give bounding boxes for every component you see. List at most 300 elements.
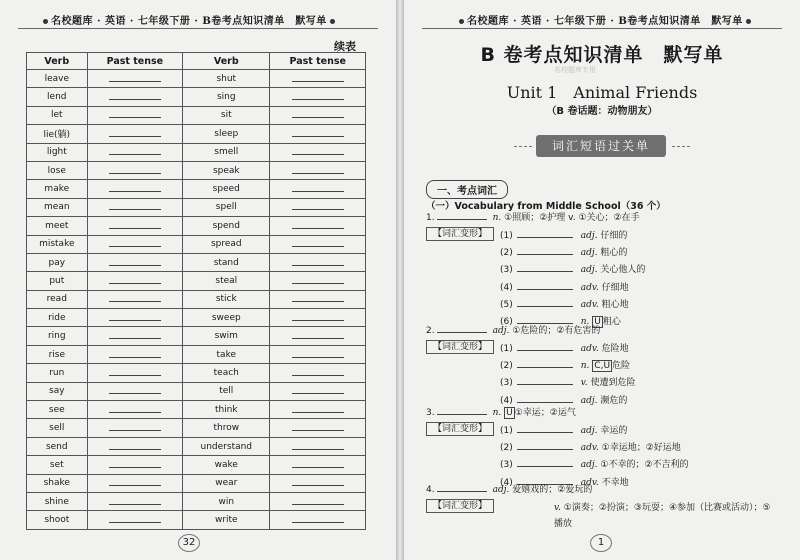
verb-cell: steal	[183, 272, 270, 290]
past-tense-blank	[87, 143, 183, 161]
definition: 不幸地	[601, 477, 629, 488]
page-title: B 卷考点知识清单 默写单	[480, 44, 724, 66]
form-number: (3)	[500, 378, 513, 389]
book-spine	[396, 0, 404, 560]
table-row	[27, 253, 366, 271]
past-tense-blank	[87, 511, 183, 529]
verb-cell: smell	[183, 143, 270, 161]
form-number: (1)	[500, 426, 513, 436]
answer-line	[292, 459, 344, 468]
word-form-row	[500, 297, 629, 310]
past-tense-blank	[270, 419, 366, 437]
verb-cell: think	[183, 401, 270, 419]
past-tense-blank	[270, 401, 366, 419]
verb-cell: wear	[183, 474, 270, 492]
word-forms-tag: 【词汇变形】	[426, 227, 494, 241]
past-tense-blank	[270, 437, 366, 455]
answer-line	[517, 394, 573, 403]
answer-line	[437, 211, 487, 220]
part-of-speech: v.	[554, 503, 561, 513]
section-banner	[514, 133, 690, 161]
verb-cell: meet	[27, 217, 88, 235]
past-tense-blank	[270, 70, 366, 88]
verb-cell: leave	[27, 70, 88, 88]
definition: ①演奏；②扮演；③玩耍；④参加（比赛或活动）；⑤播放	[554, 503, 771, 529]
definition: 关心他人的	[600, 265, 646, 276]
past-tense-blank	[270, 88, 366, 106]
answer-line	[517, 298, 573, 307]
definition: ①危险的；②有危害的	[512, 326, 601, 336]
past-tense-blank	[87, 474, 183, 492]
answer-line	[109, 73, 161, 82]
item-number: 2.	[426, 326, 435, 336]
bullet-icon	[746, 19, 751, 24]
form-number: (4)	[500, 395, 513, 406]
page-number: 1	[590, 534, 612, 552]
verb-cell: run	[27, 364, 88, 382]
table-row	[27, 217, 366, 235]
definition: 爱嬉戏的；②爱玩的	[512, 485, 593, 495]
verb-cell: take	[183, 345, 270, 363]
past-tense-blank	[270, 364, 366, 382]
answer-line	[517, 376, 573, 385]
table-row	[27, 161, 366, 179]
answer-line	[109, 201, 161, 210]
noun-type-box: U	[594, 317, 601, 327]
past-tense-blank	[87, 217, 183, 235]
verb-cell: lend	[27, 88, 88, 106]
answer-line	[292, 422, 344, 431]
word-form-row	[500, 262, 645, 275]
verb-cell: say	[27, 382, 88, 400]
verb-cell: understand	[183, 437, 270, 455]
answer-line	[109, 385, 161, 394]
right-page	[404, 0, 800, 560]
vocab-item	[426, 323, 600, 336]
past-tense-blank	[87, 272, 183, 290]
answer-line	[109, 146, 161, 155]
past-tense-blank	[270, 492, 366, 510]
verb-cell: shine	[27, 492, 88, 510]
definition: ①幸运；②运气	[514, 408, 576, 418]
form-number: (2)	[500, 248, 513, 259]
answer-line	[109, 404, 161, 413]
verb-cell: rise	[27, 345, 88, 363]
verb-cell: spend	[183, 217, 270, 235]
definition: ①照顾；②护理 v. ①关心；②在手	[504, 213, 640, 223]
part-of-speech: adv.	[580, 299, 599, 310]
table-row	[27, 88, 366, 106]
table-row	[27, 419, 366, 437]
bullet-icon	[43, 19, 48, 24]
right-running-header: 名校题库 · 英语 · 七年级下册 · B卷考点知识清单 默写单	[456, 12, 754, 27]
answer-line	[109, 441, 161, 450]
verb-cell: tell	[183, 382, 270, 400]
form-number: (1)	[500, 344, 513, 354]
answer-line	[109, 496, 161, 505]
form-number: (6)	[500, 317, 513, 327]
vocab-item	[426, 210, 640, 223]
table-row	[27, 511, 366, 529]
answer-line	[109, 238, 161, 247]
part-of-speech: adv.	[580, 443, 599, 454]
definition: ①不幸的；②不吉利的	[600, 460, 689, 471]
past-tense-blank	[87, 364, 183, 382]
answer-line	[109, 91, 161, 100]
past-tense-blank	[87, 309, 183, 327]
definition: 粗心地	[601, 299, 629, 310]
table-row	[27, 70, 366, 88]
verb-cell: swim	[183, 327, 270, 345]
part-of-speech: n.	[492, 213, 502, 223]
answer-line	[109, 183, 161, 192]
noun-type-box: U	[506, 408, 513, 418]
table-row	[27, 106, 366, 124]
table-row	[27, 437, 366, 455]
table-row	[27, 235, 366, 253]
answer-line	[517, 458, 573, 467]
past-tense-blank	[87, 106, 183, 124]
answer-line	[109, 330, 161, 339]
definition: 仔细地	[601, 282, 629, 293]
verb-cell: read	[27, 290, 88, 308]
verb-cell: win	[183, 492, 270, 510]
table-row	[27, 290, 366, 308]
answer-line	[517, 246, 573, 255]
table-row	[27, 345, 366, 363]
table-row	[27, 272, 366, 290]
answer-line	[292, 496, 344, 505]
word-form-row	[500, 280, 629, 293]
item-number: 4.	[426, 485, 435, 495]
verb-cell: write	[183, 511, 270, 529]
banner-label: 词汇短语过关单	[536, 135, 666, 157]
section-heading: 一、考点词汇	[426, 180, 508, 199]
word-form-row	[500, 245, 627, 258]
answer-line	[517, 441, 573, 450]
past-tense-blank	[87, 492, 183, 510]
verb-cell: stick	[183, 290, 270, 308]
definition: 濒危的	[600, 395, 628, 406]
header-rule	[422, 28, 782, 29]
past-tense-blank	[270, 235, 366, 253]
definition: 仔细的	[600, 231, 628, 241]
verb-cell: ride	[27, 309, 88, 327]
part-of-speech: n.	[580, 317, 590, 327]
table-row	[27, 198, 366, 216]
past-tense-blank	[270, 290, 366, 308]
past-tense-blank	[87, 437, 183, 455]
part-of-speech: adj.	[580, 231, 598, 241]
answer-line	[292, 165, 344, 174]
past-tense-blank	[87, 419, 183, 437]
answer-line	[292, 183, 344, 192]
answer-line	[517, 342, 573, 351]
answer-line	[292, 349, 344, 358]
past-tense-blank	[87, 345, 183, 363]
verb-cell: sell	[27, 419, 88, 437]
past-tense-blank	[87, 70, 183, 88]
form-number: (1)	[500, 231, 513, 241]
table-row	[27, 474, 366, 492]
past-tense-blank	[87, 198, 183, 216]
past-tense-blank	[270, 474, 366, 492]
word-form-row	[500, 358, 630, 372]
table-row	[27, 492, 366, 510]
part-of-speech: adj.	[580, 265, 598, 276]
past-tense-blank	[87, 161, 183, 179]
form-number: (3)	[500, 460, 513, 471]
verb-cell: shut	[183, 70, 270, 88]
table-row	[27, 143, 366, 161]
answer-line	[292, 312, 344, 321]
past-tense-blank	[270, 125, 366, 143]
verb-cell: mean	[27, 198, 88, 216]
past-tense-blank	[270, 106, 366, 124]
part-of-speech: adv.	[580, 344, 599, 354]
word-form-row	[554, 500, 774, 532]
definition: 粗心的	[600, 248, 628, 259]
watermark: 名校题库专用	[554, 66, 596, 74]
part-of-speech: adj.	[492, 485, 510, 495]
definition: 危险地	[601, 344, 629, 354]
header-rule	[18, 28, 378, 29]
item-number: 1.	[426, 213, 435, 223]
answer-line	[109, 128, 161, 137]
page-number: 32	[178, 534, 200, 552]
word-form-row	[500, 341, 629, 354]
part-of-speech: adj.	[580, 395, 598, 406]
answer-line	[109, 422, 161, 431]
column-header: Past tense	[270, 53, 366, 70]
unit-topic: （B 卷话题：动物朋友）	[546, 106, 658, 117]
verb-cell: sing	[183, 88, 270, 106]
word-form-row	[500, 423, 627, 436]
part-of-speech: n.	[580, 361, 590, 372]
table-row	[27, 382, 366, 400]
part-of-speech: adv.	[580, 282, 599, 293]
verb-cell: send	[27, 437, 88, 455]
banner-ornament	[514, 146, 532, 147]
answer-line	[292, 385, 344, 394]
answer-line	[292, 201, 344, 210]
part-of-speech: adv.	[580, 477, 599, 488]
past-tense-blank	[270, 382, 366, 400]
answer-line	[109, 477, 161, 486]
verb-cell: speak	[183, 161, 270, 179]
past-tense-blank	[87, 235, 183, 253]
left-running-header: 名校题库 · 英语 · 七年级下册 · B卷考点知识清单 默写单	[40, 12, 338, 27]
part-of-speech: n.	[492, 408, 502, 418]
definition: 危险	[612, 361, 631, 372]
part-of-speech: v.	[580, 378, 588, 389]
answer-line	[517, 263, 573, 272]
table-row	[27, 180, 366, 198]
past-tense-blank	[270, 143, 366, 161]
verb-cell: make	[27, 180, 88, 198]
answer-line	[292, 128, 344, 137]
past-tense-blank	[270, 180, 366, 198]
answer-line	[292, 293, 344, 302]
column-header: Past tense	[87, 53, 183, 70]
word-form-row	[500, 440, 681, 453]
word-forms-tag: 【词汇变形】	[426, 499, 494, 513]
answer-line	[437, 483, 487, 492]
word-forms-tag: 【词汇变形】	[426, 340, 494, 354]
verb-cell: throw	[183, 419, 270, 437]
table-row	[27, 125, 366, 143]
form-number: (2)	[500, 361, 513, 372]
column-header: Verb	[183, 53, 270, 70]
answer-line	[292, 330, 344, 339]
part-of-speech: adj.	[492, 326, 510, 336]
answer-line	[292, 257, 344, 266]
definition: 幸运的	[600, 426, 628, 436]
answer-line	[109, 109, 161, 118]
item-number: 3.	[426, 408, 435, 418]
verb-cell: see	[27, 401, 88, 419]
answer-line	[292, 220, 344, 229]
verb-cell: light	[27, 143, 88, 161]
definition: ①幸运地；②好运地	[601, 443, 681, 454]
vocab-item	[426, 482, 592, 495]
past-tense-blank	[270, 345, 366, 363]
verb-cell: set	[27, 456, 88, 474]
past-tense-blank	[270, 253, 366, 271]
answer-line	[292, 477, 344, 486]
answer-line	[292, 441, 344, 450]
table-header-row	[27, 53, 366, 70]
answer-line	[109, 293, 161, 302]
table-row	[27, 364, 366, 382]
answer-line	[292, 73, 344, 82]
word-form-row	[500, 393, 627, 406]
answer-line	[109, 312, 161, 321]
verb-cell: teach	[183, 364, 270, 382]
answer-line	[109, 514, 161, 523]
verb-cell: spread	[183, 235, 270, 253]
past-tense-blank	[87, 327, 183, 345]
verb-cell: stand	[183, 253, 270, 271]
verb-cell: put	[27, 272, 88, 290]
word-form-row	[500, 375, 636, 388]
answer-line	[292, 109, 344, 118]
past-tense-blank	[270, 217, 366, 235]
subsection-heading: （一）Vocabulary from Middle School（36 个）	[426, 201, 666, 212]
table-row	[27, 327, 366, 345]
verb-cell: let	[27, 106, 88, 124]
banner-ornament	[672, 146, 690, 147]
past-tense-blank	[87, 401, 183, 419]
answer-line	[292, 275, 344, 284]
table-row	[27, 456, 366, 474]
past-tense-blank	[87, 253, 183, 271]
answer-line	[109, 275, 161, 284]
answer-line	[292, 367, 344, 376]
past-tense-blank	[87, 290, 183, 308]
verb-cell: spell	[183, 198, 270, 216]
definition: 使遭到危险	[590, 378, 636, 389]
form-number: (4)	[500, 477, 513, 488]
noun-type-box: C,U	[594, 361, 611, 372]
answer-line	[292, 238, 344, 247]
past-tense-blank	[270, 456, 366, 474]
past-tense-blank	[87, 382, 183, 400]
verb-cell: mistake	[27, 235, 88, 253]
answer-line	[109, 165, 161, 174]
part-of-speech: adj.	[580, 248, 598, 259]
verb-cell: lose	[27, 161, 88, 179]
form-number: (5)	[500, 299, 513, 310]
definition: 粗心	[602, 317, 621, 327]
word-form-row	[500, 228, 627, 241]
unit-title: Unit 1 Animal Friends	[506, 83, 698, 102]
answer-line	[109, 220, 161, 229]
past-tense-blank	[87, 125, 183, 143]
past-tense-blank	[270, 272, 366, 290]
answer-line	[517, 359, 573, 368]
word-forms-tag: 【词汇变形】	[426, 422, 494, 436]
verb-cell: wake	[183, 456, 270, 474]
bullet-icon	[459, 19, 464, 24]
answer-line	[109, 367, 161, 376]
verb-cell: speed	[183, 180, 270, 198]
verb-cell: shoot	[27, 511, 88, 529]
answer-line	[437, 324, 487, 333]
verb-cell: ring	[27, 327, 88, 345]
answer-line	[292, 91, 344, 100]
irregular-verb-table	[26, 52, 366, 530]
answer-line	[109, 459, 161, 468]
left-page	[0, 0, 396, 560]
form-number: (4)	[500, 282, 513, 293]
part-of-speech: adj.	[580, 460, 598, 471]
bullet-icon	[330, 19, 335, 24]
word-form-row	[500, 457, 689, 470]
verb-cell: sit	[183, 106, 270, 124]
verb-cell: lie(躺)	[27, 125, 88, 143]
answer-line	[437, 406, 487, 415]
table-row	[27, 401, 366, 419]
table-row	[27, 309, 366, 327]
continued-label: 续表	[334, 40, 356, 53]
past-tense-blank	[270, 198, 366, 216]
answer-line	[292, 404, 344, 413]
answer-line	[517, 281, 573, 290]
vocab-item	[426, 405, 576, 419]
answer-line	[109, 257, 161, 266]
answer-line	[517, 229, 573, 238]
past-tense-blank	[270, 327, 366, 345]
answer-line	[292, 514, 344, 523]
verb-cell: sleep	[183, 125, 270, 143]
column-header: Verb	[27, 53, 88, 70]
past-tense-blank	[87, 456, 183, 474]
verb-cell: sweep	[183, 309, 270, 327]
form-number: (2)	[500, 443, 513, 454]
answer-line	[109, 349, 161, 358]
verb-cell: pay	[27, 253, 88, 271]
past-tense-blank	[270, 161, 366, 179]
part-of-speech: adj.	[580, 426, 598, 436]
past-tense-blank	[270, 511, 366, 529]
answer-line	[517, 424, 573, 433]
past-tense-blank	[270, 309, 366, 327]
past-tense-blank	[87, 180, 183, 198]
answer-line	[292, 146, 344, 155]
form-number: (3)	[500, 265, 513, 276]
past-tense-blank	[87, 88, 183, 106]
